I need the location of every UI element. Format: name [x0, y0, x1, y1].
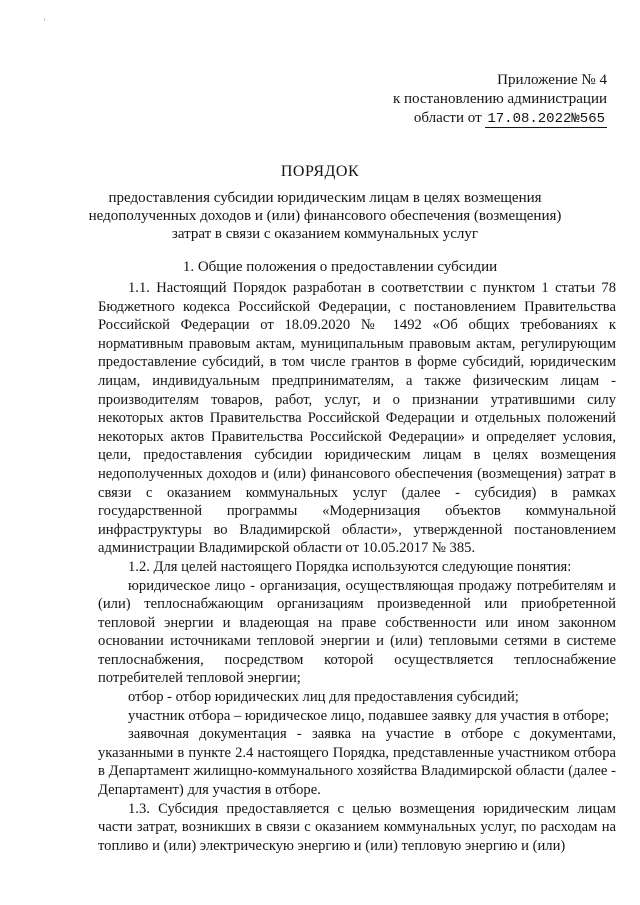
definition-application-docs: заявочная документация - заявка на участие в отборе с документами, указанными в пункте 2.4 настоящего Порядка, представленные участником отбора в Департамент жилищно-коммунального хозяйства Владимирской области (далее - Департамент) для участия в отборе. [98, 726, 616, 799]
appendix-number: №565 [571, 111, 605, 127]
appendix-date [485, 111, 607, 128]
appendix-block [393, 71, 607, 129]
appendix-line-3 [393, 109, 607, 129]
appendix-line-1: Приложение № 4 [497, 72, 607, 88]
definition-legal-entity: юридическое лицо - организация, осуществляющая продажу потребителям и (или) теплоснабжающим организациям произведенной или приобретенной тепловой энергии и владеющая на праве собственности или ином законном основании источниками тепловой энергии и (или) тепловыми сетями в системе теплоснабжения, посредством которой осуществляется теплоснабжение потребителей тепловой энергии; [98, 577, 616, 687]
paragraph-1-3: 1.3. Субсидия предоставляется с целью возмещения юридическим лицам части затрат, возникших в связи с оказанием коммунальных услуг, по расходам на топливо и (или) электрическую энергию и (или) тепловую энергию и (или) [98, 800, 616, 854]
paragraph-1-1: 1.1. Настоящий Порядок разработан в соответствии с пунктом 1 статьи 78 Бюджетного кодекса Российской Федерации, с постановлением Правительства Российской Федерации от 18.09.2020 № 1492 «Об общих требованиях к нормативным правовым актам, муниципальным правовым актам, регулирующим предоставление субсидий, в том числе грантов в форме субсидий, юридическим лицам, индивидуальным предпринимателям, а также физическим лицам - производителям товаров, работ, услуг, и о признании утратившими силу некоторых актов Правительства Российской Федерации и отдельных положений некоторых актов Правительства Российской Федерации» и определяет условия, цели, предоставления субсидии юридическим лицам в целях возмещения недополученных доходов и (или) финансового обеспечения (возмещения) затрат в связи с оказанием коммунальных услуг (далее - субсидия) в рамках государственной программы «Модернизация объектов коммунальной инфраструктуры во Владимирской области», утвержденной постановлением администрации Владимирской области от 10.05.2017 № 385. [98, 280, 616, 557]
appendix-prefix: области от [413, 110, 482, 126]
appendix-date-value: 17.08.2022 [487, 111, 572, 127]
document-title: ПОРЯДОК [280, 163, 360, 180]
definition-selection: отбор - отбор юридических лиц для предоставления субсидий; [128, 689, 519, 706]
appendix-line-2: к постановлению администрации [392, 91, 607, 107]
paragraph-1-2: 1.2. Для целей настоящего Порядка используются следующие понятия: [128, 558, 572, 575]
corner-mark: ˒ [43, 13, 47, 24]
definition-participant: участник отбора – юридическое лицо, подавшее заявку для участия в отборе; [128, 707, 610, 724]
document-body [98, 279, 616, 855]
document-subtitle: предоставления субсидии юридическим лицам в целях возмещения недополученных доходов и (или) финансового обеспечения (возмещения) затрат в связи с оказанием коммунальных услуг [88, 190, 562, 242]
section-heading: 1. Общие положения о предоставлении субсидии [182, 259, 498, 275]
